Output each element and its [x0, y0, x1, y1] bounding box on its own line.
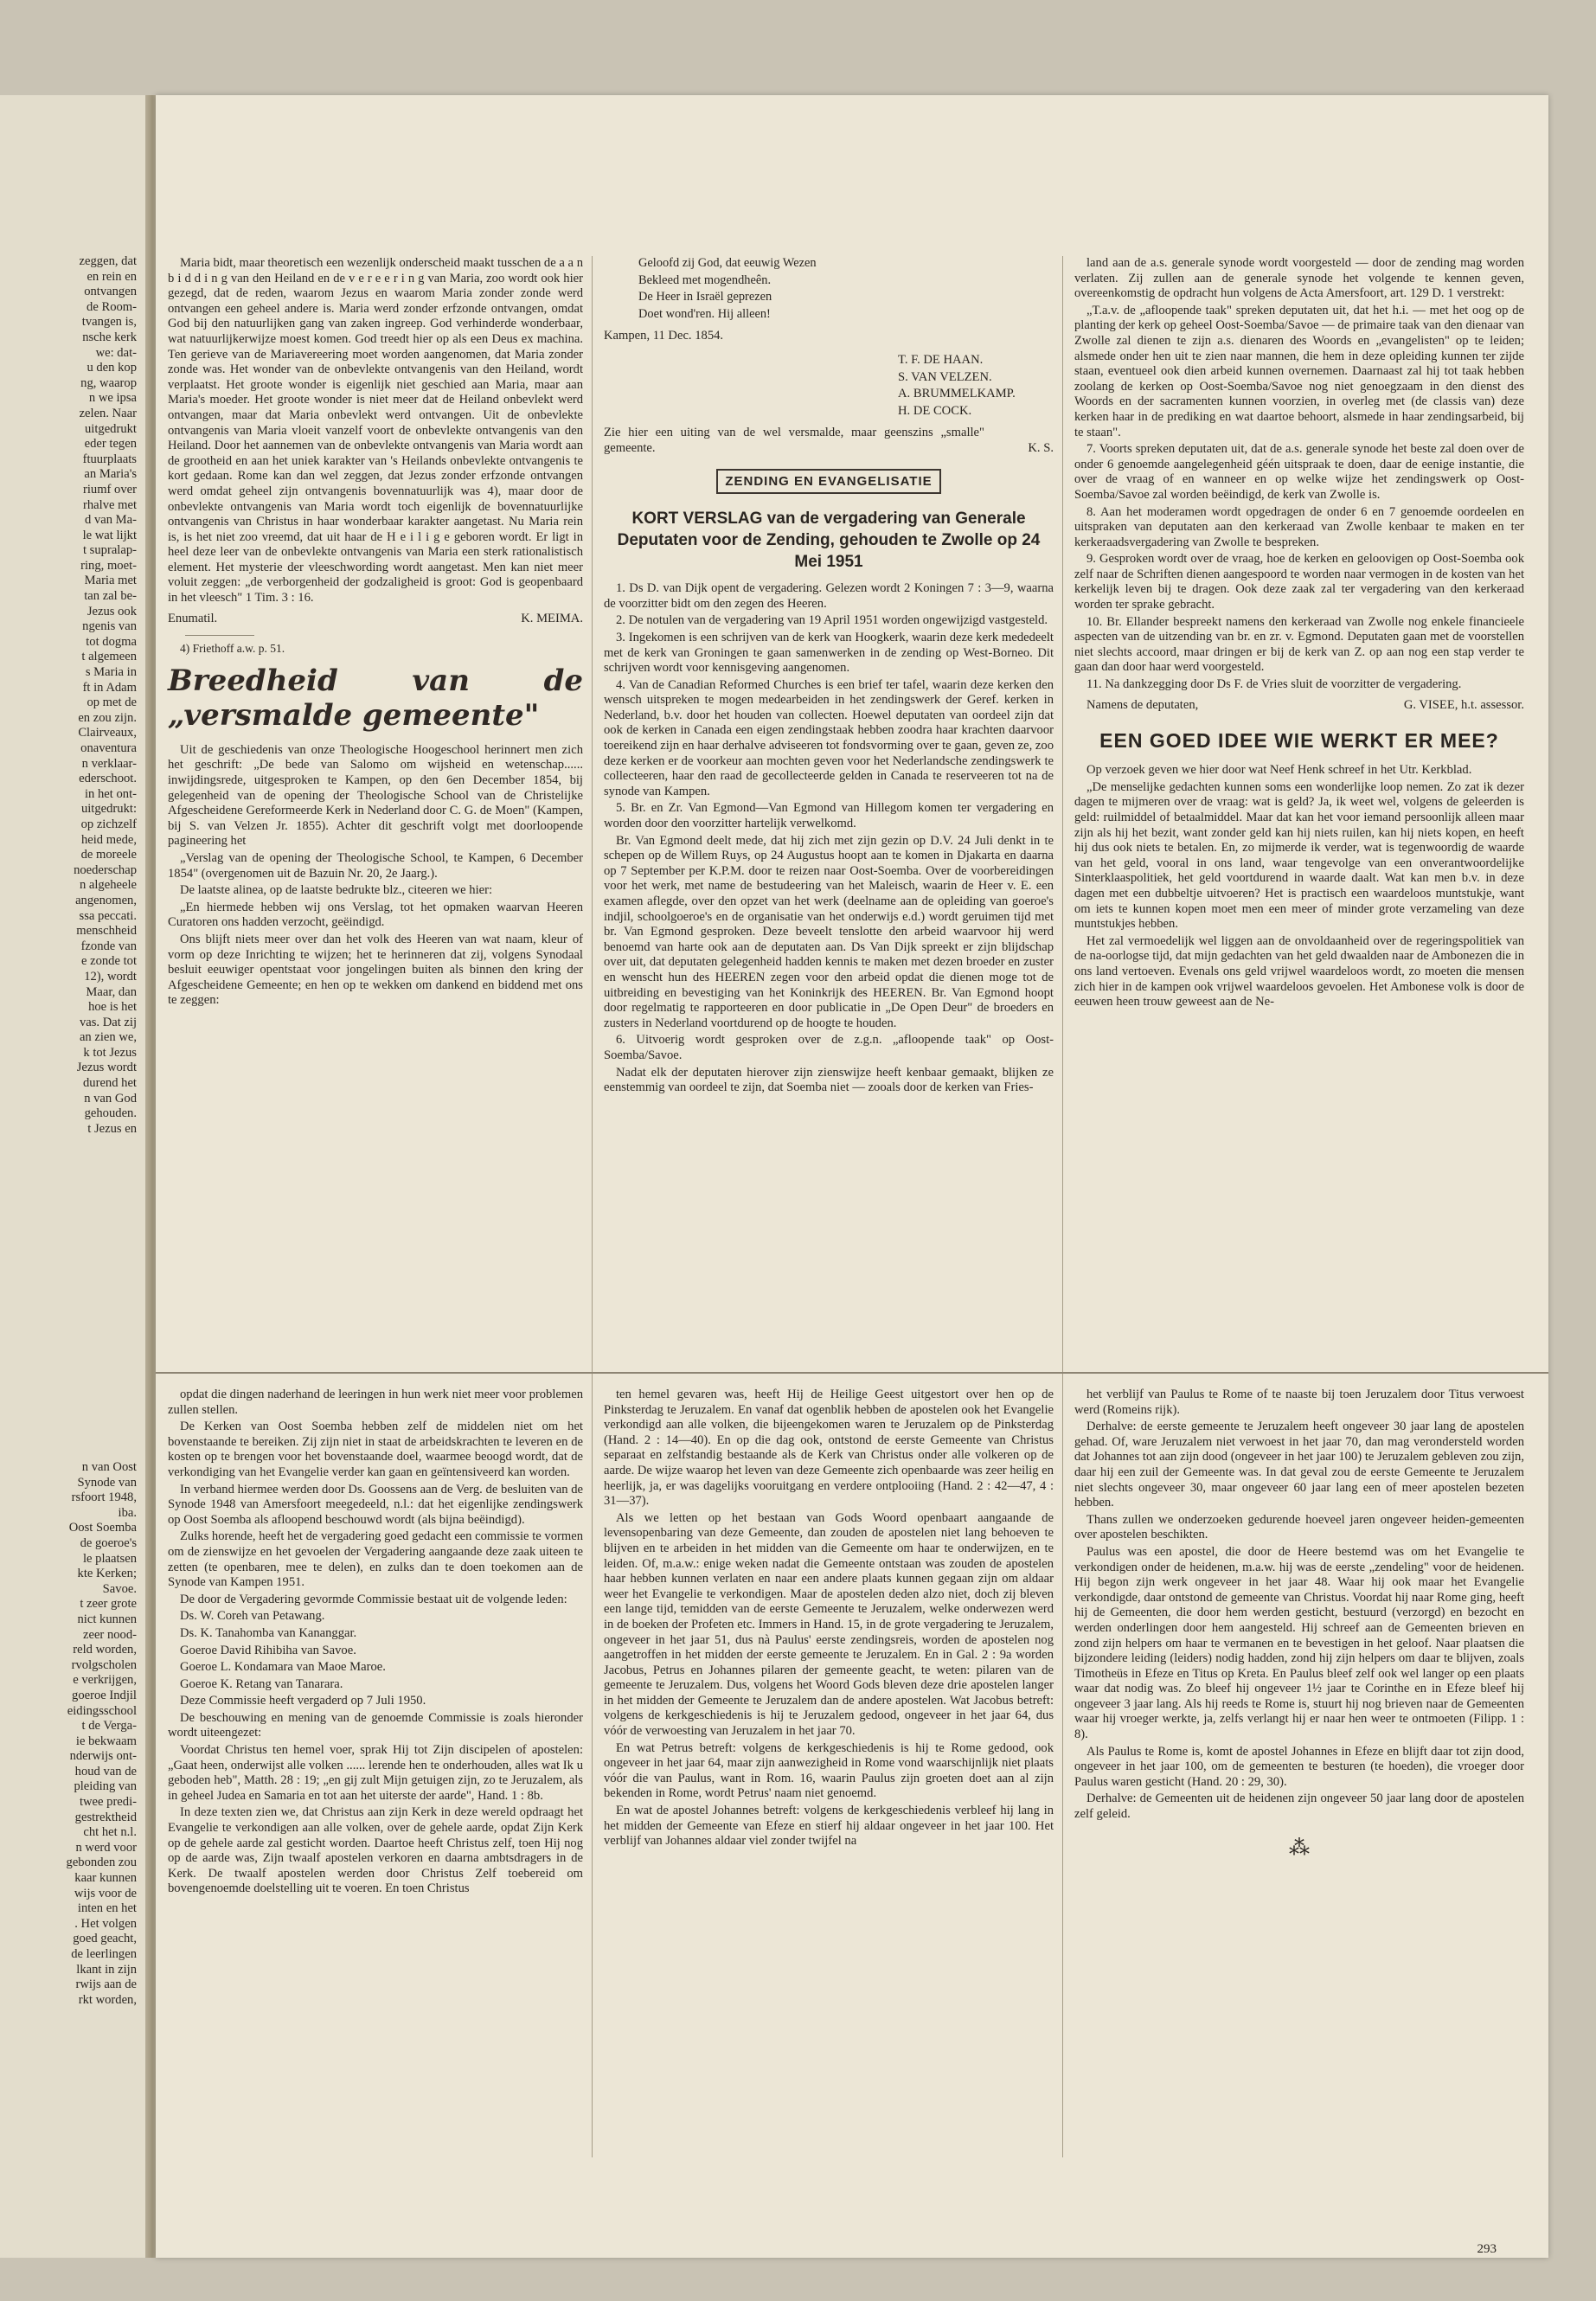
- fragment-line: goed geacht,: [73, 1932, 137, 1946]
- magazine-page: [156, 95, 1548, 2258]
- column-2-top: [604, 256, 1054, 1458]
- goed-idee-body: [1074, 763, 1524, 1010]
- editor-note-text: Zie hier een uiting van de wel versmalde, maar geenszins „smalle" gemeente.: [604, 426, 984, 455]
- fragment-line: 12), wordt: [84, 969, 137, 984]
- commissie-article-continued: [604, 1388, 1054, 1849]
- paragraph: Goeroe David Rihibiha van Savoe.: [180, 1643, 356, 1657]
- fragment-line: n algeheele: [79, 878, 137, 893]
- paragraph: Voordat Christus ten hemel voer, sprak Hij tot Zijn discipelen of apostelen: „Gaat heen, onderwijst alle volken ...... lerende hen te onderhouden, alles wat Ik u geboden heb", Matth. 28 : 19; „en gij zult Mijn getuigen zijn, zo te Jeruzalem, als in geheel Judea en Samaria en tot aan het uiterste der aarde", Hand. 1 : 8b.: [168, 1743, 583, 1803]
- fragment-line: gestrektheid: [74, 1810, 137, 1824]
- paragraph: De laatste alinea, op de laatste bedrukte blz., citeeren we hier:: [180, 883, 493, 898]
- paragraph: Br. Van Egmond deelt mede, dat hij zich met zijn gezin op D.V. 24 Juli denkt in te schepen op de Willem Ruys, op 24 Augustus hoopt aan te komen in Djakarta en daarna op 7 September per K.P.M. door te reizen naar Oost-Soemba. Over de voorbereidingen voor het werk, met name de bestudeering van het Maleisch, waarin de Heer v. E. een examen aflegde, over den opzet van het werk (deelname aan de opleiding van goeroe's indjil, schoolgoeroe's en de organisatie van het onderwijs e.d.) wordt geruimen tijd met br. Van Egmond gesproken. Deze beveelt tenslotte den arbeid waarvoor hij werd benoemd van harte ook aan de deputaten aan. Ds Van Dijk spreekt er zijn blijdschap over uit, dat deputaten gelegenheid hadden kennis te maken met dezen broeder en zuster en wenscht hun des HEEREN zegen voor den arbeid opdat die dienen moge tot de uitbreiding en bevestiging van het Koninkrijk des HEEREN. Br. Van Egmond hoopt door regelmatig te rapporteeren en door publicatie in „De Open Deur" de broeders en zusters in Nederland voortdurend op de hoogte te houden.: [604, 833, 1054, 1030]
- paragraph: Deze Commissie heeft vergaderd op 7 Juli 1950.: [180, 1694, 426, 1708]
- paragraph: Maria bidt, maar theoretisch een wezenlijk onderscheid maakt tusschen de a a n b i d d i n g van den Heiland en de v e r e e r i n g van Maria, zoo wordt ook hier gezegd, dat de reden, waarom Jezus en waarom Maria zonder zonde werd ontvangen een geheel andere is. Maria werd zonder erfzonde ontvangen, omdat God bij den natuurlijken gang van zaken ingreep. God verhinderde wonderbaar, wat natuurlijkerwijze moest komen. God treedt hier op als een Deus ex machina. Ten gerieve van de Mariavereering moet worden aangenomen, dat Maria zonder zonde was. Het wonder van de onbevlekte ontvangenis van den Heiland, wordt verplaatst. Het groote wonder is eigenlijk niet geschied aan Maria, maar aan Maria's moeder. Het groote wonder is niet meer dat de Heiland onbevlekt werd ontvangen, maar dat Maria onbevlekt werd ontvangen. Uit de onbevlekte ontvangenis van Maria vloeit vanzelf voort de onbevlekte ontvangenis van den Heiland. Door het aannemen van de onbevlekte ontvangenis van Maria wordt aan de grootheid en aan het uniek karakter van 's Heilands onbevlekte ontvangenis te kort gedaan. Rome kan dan wel zeggen, dat Jezus zonder erfzonde ontvangen werd omdat geheel zijn ontvangenis bovennatuurlijk was 4), maar door de onbevlekte ontvangenis van Maria wordt toch eigenlijk de bovennatuurlijke ontvangenis van Christus in haar wonderbaar karakter aangetast. Nu Maria rein is, is het niet zoo vreemd, dat uit haar de H e i l i g e geboren wordt. Er ligt in heel deze leer van de onbevlekte ontvangenis van Maria een sterk rationalistisch element. Het mysterie der vleeschwording wordt aangetast. Men kan niet meer voluit zeggen: „de verborgenheid der godzaligheid is groot: God is geopenbaard in het vleesch" 1 Tim. 3 : 16.: [168, 256, 583, 606]
- fragment-line: op zichzelf: [80, 817, 137, 831]
- paragraph: De Kerken van Oost Soemba hebben zelf de middelen niet om het bovenstaande te bereiken. Zij zijn niet in staat de arbeidskrachten te leveren en de kosten op te brengen voor het bovenstaande doel, waarmee beoogd wordt, dat de verkondiging van het Evangelie verder kan gaan en geïntensiveerd kan worden.: [168, 1420, 583, 1479]
- paragraph: 8. Aan het moderamen wordt opgedragen de onder 6 en 7 genoemde oordeelen en uitspraken van deputaten aan den kerkeraad van Zwolle kenbaar te maken en ter kerkeraadsvergadering van Zwolle te bespreken.: [1074, 504, 1524, 549]
- fragment-line: onaventura: [80, 741, 137, 755]
- paragraph: Nadat elk der deputaten hierover zijn zienswijze heeft kenbaar gemaakt, blijken ze eenstemmig van oordeel te zijn, dat Soemba niet — zooals door de kerken van Fries-: [604, 1065, 1054, 1095]
- column-1-top: [168, 256, 583, 1458]
- paragraph: Ons blijft niets meer over dan het volk des Heeren van wat naam, kleur of vorm op deze Inrichting te wijzen; het te herinneren dat zij, volgens Synodaal besluit eeuwiger opentstaat voor jongelingen buiten als binnen den kring der Afgescheidene Gemeente; en hen op te wekken om dankend en biddend met ons te zeggen:: [168, 932, 583, 1008]
- fragment-line: goeroe Indjil: [72, 1688, 137, 1702]
- fragment-line: le wat lijkt: [82, 528, 137, 542]
- fragment-line: ft in Adam: [82, 680, 137, 695]
- fragment-line: s Maria in: [85, 665, 137, 680]
- fragment-line: lkant in zijn: [76, 1962, 137, 1977]
- fragment-line: noederschap: [74, 862, 137, 877]
- signature-right: G. VISEE, h.t. assessor.: [1403, 697, 1524, 712]
- fragment-line: an Maria's: [84, 467, 137, 482]
- paragraph: En wat Petrus betreft: volgens de kerkgeschiedenis is hij te Rome gedood, ook ongeveer in het jaar 64, maar zijn aanwezigheid in Rome vond waarschijnlijk niet plaats vóór die van Paulus, want in Rom. 16, waarin Paulus zijn groeten doet aan al zijn bekenden in Rome, wordt Petrus' naam niet genoemd.: [604, 1740, 1054, 1801]
- column-1-bottom: [168, 1388, 583, 2157]
- fragment-line: tan zal be-: [84, 589, 137, 604]
- fragment-line: de leerlingen: [71, 1947, 137, 1961]
- fragment-line: zelen. Naar: [79, 406, 137, 420]
- fragment-line: t supralap-: [82, 543, 137, 558]
- fragment-line: ring, moet-: [80, 558, 137, 573]
- section-label-zending: ZENDING EN EVANGELISATIE: [716, 469, 941, 495]
- fragment-line: heid mede,: [80, 832, 137, 847]
- poem-line: Geloofd zij God, dat eeuwig Wezen: [638, 256, 817, 270]
- fragment-line: de goeroe's: [80, 1535, 137, 1550]
- fragment-line: en rein en: [87, 269, 137, 284]
- fragment-line: Synode van: [77, 1475, 137, 1490]
- meima-signature: [168, 612, 583, 627]
- fragment-line: iba.: [118, 1505, 137, 1520]
- paragraph: Uit de geschiedenis van onze Theologische Hoogeschool herinnert men zich het geschrift: „De bede van Salomo om wijsheid en wetenschap...... inwijdingsrede, uitgesproken te Kampen, op den 6en December 1854, bij gelegenheid van de opening der Theologische School van de Christelijke Afgescheidene Gereformeerde Kerk in Nederland door C. G. de Moen" (Kampen, bij S. van Velzen Jr. 1855). Achter dit geschrift volgt met doorloopende pagineering het: [168, 742, 583, 849]
- article-heading-breedheid: Breedheid van de „versmalde gemeente": [168, 663, 583, 733]
- fragment-line: cht het n.l.: [83, 1825, 137, 1840]
- signatory-name: S. VAN VELZEN.: [898, 369, 992, 384]
- fragment-line: twee predi-: [79, 1795, 137, 1810]
- fragment-line: ederschoot.: [79, 772, 137, 786]
- fragment-line: vas. Dat zij: [79, 1015, 137, 1029]
- paragraph: „De menselijke gedachten kunnen soms een wonderlijke loop nemen. Zo zat ik dezer dagen te mijmeren over de vraag: wat is geld? Ja, ik weet wel, volgens de geleerden is geld: ruilmiddel of betaalmiddel. Maar dat kan het voor iemand persoonlijk alleen maar zijn als hij het bezit, want zonder geld kan hij niets ruilen, kan hij niets kopen, en heeft hij dus ook niets te betalen. En, zo mijmerde ik verder, wat is tegenwoordig de waarde van het geld, vooral in ons land, waar tengevolge van een onverantwoordelijke Sinterklaaspolitiek, het geld voortdurend in waarde daalt. Wat kan men b.v. in deze dagen met een dubbeltje uitvoeren? Het is practisch een waardeloos muntstukje, want om iets te kunnen kopen moet men een meer of minder grote verzameling van deze muntstukjes hebben.: [1074, 779, 1524, 932]
- paragraph: Het zal vermoedelijk wel liggen aan de onvoldaanheid over de regeringspolitiek van de na-oorlogse tijd, dat mijn gedachten van het geld dwaalden naar de Ambonezen die in ons land vertoeven. Evenals ons geld vrijwel waardeloos wordt, zo moeten die mensen zich hier in de kampen ook vrijwel waardeloos gevoelen. Het Ambonese volk is door de eeuwen heen trouw geweest aan de Ne-: [1074, 933, 1524, 1009]
- fragment-line: nsche kerk: [82, 330, 137, 344]
- paragraph: opdat die dingen naderhand de leeringen in hun werk niet meer voor problemen zullen stellen.: [168, 1388, 583, 1417]
- paragraph: 9. Gesproken wordt over de vraag, hoe de kerken en geloovigen op Oost-Soemba ook zelf naar de Schriften dienen aangespoord te worden naar vermogen in de kosten van het kerkelijk leven bij te dragen. Ook deze zaak zal ter vergadering van den kerkeraad worden ter sprake gebracht.: [1074, 552, 1524, 612]
- footnote: 4) Friethoff a.w. p. 51.: [180, 642, 285, 656]
- signature-left: Namens de deputaten,: [1086, 697, 1199, 712]
- fragment-line: kaar kunnen: [74, 1871, 137, 1886]
- section-end-ornament: ⁂: [1289, 1836, 1310, 1860]
- fragment-line: an zien we,: [79, 1030, 137, 1045]
- previous-page-fragment-lower: [0, 1460, 137, 2066]
- fragment-line: nict kunnen: [77, 1612, 137, 1626]
- column-rule: [1062, 1388, 1063, 2157]
- signatory-name: A. BRUMMELKAMP.: [898, 387, 1016, 401]
- signatory-name: T. F. DE HAAN.: [898, 352, 984, 367]
- fragment-line: de moreele: [80, 848, 137, 862]
- paragraph: Goeroe L. Kondamara van Maoe Maroe.: [180, 1660, 386, 1675]
- fragment-line: wijs voor de: [74, 1886, 137, 1900]
- fragment-line: rsfoort 1948,: [71, 1490, 137, 1505]
- article-heading-goed-idee: EEN GOED IDEE WIE WERKT ER MEE?: [1099, 729, 1499, 753]
- paragraph: land aan de a.s. generale synode wordt voorgesteld — door de zending mag worden verlaten. Zij zullen aan de generale synode het volgende te kennen geven, overeenkomstig de opdracht hun volgens de Acta Amersfoort, art. 129 D. 1 verstrekt:: [1074, 256, 1524, 301]
- fragment-line: we: dat-: [95, 345, 137, 360]
- fragment-line: eder tegen: [84, 437, 137, 452]
- fragment-line: reld worden,: [73, 1643, 137, 1657]
- fragment-line: menschheid: [76, 924, 137, 939]
- fragment-line: eidingsschool: [67, 1703, 137, 1718]
- fragment-line: uitgedrukt: [85, 421, 137, 436]
- paragraph: 1. Ds D. van Dijk opent de vergadering. Gelezen wordt 2 Koningen 7 : 3—9, waarna de voorzitter bidt om den zegen des Heeren.: [604, 581, 1054, 611]
- commissie-article-body: [168, 1388, 583, 1897]
- paragraph: In verband hiermee werden door Ds. Goossens aan de Verg. de besluiten van de Synode 1948 van Amersfoort meegedeeld, n.l.: dat het eigenlijke zendingswerk op Oost Soemba als afloopend beschouwd wordt (als bijna beëindigd).: [168, 1482, 583, 1527]
- signature-name: K. MEIMA.: [521, 611, 583, 625]
- fragment-line: n van Oost: [81, 1460, 137, 1474]
- column-rule: [592, 1388, 593, 2157]
- poem-line: Bekleed met mogendheên.: [638, 272, 772, 287]
- kort-verslag-body: [604, 581, 1054, 1096]
- paragraph: 4. Van de Canadian Reformed Churches is een brief ter tafel, waarin deze kerken den wensch uitspreken te mogen medearbeiden in het zendingswerk der Geref. kerken in Nederland, b.v. door het houden van collecten. Hoewel deputaten van oordeel zijn dat ook de kerken in Canada een eigen zendingstaak hebben zoodra haar krachten daarvoor toereikend zijn en haar derhalve adviseeren tot fondsvorming over te gaan, geven ze, zoo deze kerken er de voorkeur aan mochten geven voor het Nederlandsche zendingswerk te collecteeren, haar den raad de gecollecteerde gelden in Canada te reserveeren tot na de synode van Kampen.: [604, 677, 1054, 798]
- previous-page-fragment-upper: [0, 254, 137, 1136]
- paragraph: 2. De notulen van de vergadering van 19 April 1951 worden ongewijzigd vastgesteld.: [616, 613, 1048, 628]
- signatories: [898, 353, 1054, 419]
- fragment-line: gebonden zou: [66, 1856, 137, 1870]
- fragment-line: zeggen, dat: [79, 254, 137, 268]
- fragment-line: t Jezus en: [87, 1121, 137, 1136]
- fragment-line: rvolgscholen: [71, 1657, 137, 1672]
- poem-line: Doet wond'ren. Hij alleen!: [638, 306, 771, 321]
- column-2-bottom: [604, 1388, 1054, 2157]
- paragraph: In deze texten zien we, dat Christus aan zijn Kerk in deze wereld opdraagt het Evangelie te verkondigen aan alle volken, over de gehele aarde, opdat Zijn Kerk op de gehele aarde zal gesticht worden. Daartoe heeft Christus zelf, toen Hij nog op de aarde was, Zijn twaalf apostelen verkoren en daarna ambtsdragers in de Kerk. De twaalf apostelen werden door Christus Zelf toebereid om bovengenoemde doelstelling uit te voeren. En toen Christus: [168, 1805, 583, 1896]
- fragment-line: ssa peccati.: [79, 908, 137, 923]
- paragraph: 7. Voorts spreken deputaten uit, dat de a.s. generale synode het beste zal doen over de onder 6 genoemde aangelegenheid géén uitspraak te doen, daar de eenige instantie, die over de vraag of en wanneer en op welke wijze het zendingswerk op Oost-Soemba/Savoe zal worden beëindigd, de kerk van Zwolle is.: [1074, 442, 1524, 502]
- kort-verslag-continued: [1074, 256, 1524, 693]
- commissie-article-end: [1074, 1388, 1524, 1823]
- paragraph: Als we letten op het bestaan van Gods Woord openbaart aangaande de levensopenbaring van deze Gemeente, dan zouden de apostelen niet lang behoeven te blijven en te arbeiden in het midden van die Gemeente om haar te onderwijzen, en te leiden. Of, m.a.w.: enige weken nadat die Gemeente ontstaan was zouden de apostelen haar hebben kunnen verlaten en naar een andere plaats kunnen gegaan zijn om aldaar weer het Evangelie te verkondigen. Maar de apostelen deden alzo niet, doch zij bleven een lange tijd, temidden van de eerste Gemeente te Jeruzalem, welke onderwezen werd in de boeken der Profeten etc. Immers in Hand. 15, in de grote vergadering te Jeruzalem, ongeveer in het jaar 51, dus nà Paulus' eerste zendingsreis, worden de apostelen nog aangetroffen in het midden der eerste gemeente te Jeruzalem. En in Gal. 2 : 9a worden Jacobus, Petrus en Johannes pilaren der gemeente geacht, te weten: pilaren van de gemeente te Jeruzalem. Dus, volgens het Woord Gods bleven deze drie apostelen langer in het midden der Gemeente te Jeruzalem dan de andere apostelen. Wat Jacobus betreft: volgens de kerkgeschiedenis is hij te Jeruzalem gedood, ongeveer in het jaar 64, dus vóór de verwoesting van Jeruzalem in het jaar 70.: [604, 1510, 1054, 1739]
- fragment-line: u den kop: [87, 361, 137, 375]
- paragraph: ten hemel gevaren was, heeft Hij de Heilige Geest uitgestort over hen op de Pinksterdag te Jeruzalem. En vanaf dat ogenblik hebben de apostelen ook het Evangelie verkondigd aan alle volken, die bijeengekomen waren te Jeruzalem op de Pinksterdag (Hand. 2 : 14—40). En op die dag ook, ontstond de eerste Gemeente van Christus separaat en zelfstandig bestaande als de Kerk van Christus onder alle volkeren op de aarde. De wijze waarop het leven van deze Gemeente zich openbaarde was zeer heilig en heerlijk, ja, er was dagelijks vooruitgang en verdere ontplooiing (Hand. 2 : 42—47, 4 : 31—37).: [604, 1388, 1054, 1509]
- editor-note: [604, 426, 1054, 456]
- fragment-line: t de Verga-: [81, 1719, 137, 1734]
- fragment-line: gehouden.: [84, 1106, 137, 1121]
- fragment-line: durend het: [82, 1076, 137, 1091]
- meima-article-body: [168, 256, 583, 606]
- fragment-line: ng, waarop: [80, 375, 137, 390]
- paragraph: Ds. W. Coreh van Petawang.: [180, 1609, 325, 1624]
- fragment-line: houd van de: [74, 1764, 137, 1779]
- deputies-signature: [1074, 698, 1524, 714]
- fragment-line: k tot Jezus: [83, 1045, 137, 1060]
- paragraph: De beschouwing en mening van de genoemde Commissie is zoals hieronder wordt uiteengezet:: [168, 1710, 583, 1740]
- paragraph: 11. Na dankzegging door Ds F. de Vries sluit de voorzitter de vergadering.: [1086, 677, 1462, 692]
- column-rule: [1062, 256, 1063, 1458]
- fragment-line: n van God: [84, 1091, 137, 1106]
- section-divider: [156, 1372, 1548, 1374]
- paragraph: „Verslag van de opening der Theologische School, te Kampen, 6 December 1854" (overgenomen uit de Bazuin Nr. 20, 2e Jaarg.).: [168, 851, 583, 881]
- paragraph: „En hiermede hebben wij ons Verslag, tot het opmaken waarvan Heeren Curatoren ons hadden verzocht, geëindigd.: [168, 900, 583, 930]
- hymn-quote: [638, 256, 1054, 322]
- fragment-line: angenomen,: [75, 893, 137, 907]
- paragraph: Derhalve: de eerste gemeente te Jeruzalem heeft ongeveer 30 jaar lang de apostelen gehad. Of, ware Jeruzalem niet verwoest in het jaar 70, dan mag verondersteld worden dat Johannes tot aan zijn dood (ongeveer in het jaar 100) te Jeruzalem gebleven zou zijn, daar hij een zuil der Gemeente was. In dat geval zou de eerste Gemeente te Jeruzalem niet slechts ongeveer 30, maar ongeveer 60 jaar lang een of meer apostelen bezeten hebben.: [1074, 1420, 1524, 1510]
- fragment-line: Maar, dan: [86, 984, 137, 999]
- paragraph: Thans zullen we onderzoeken gedurende hoeveel jaren ongeveer heiden-gemeenten over apostelen beschikten.: [1074, 1512, 1524, 1542]
- paragraph: En wat de apostel Johannes betreft: volgens de kerkgeschiedenis verbleef hij lang in het midden der Gemeente van Efeze en stierf hij aldaar ongeveer in het jaar 100. Het verblijf van Johannes aldaar viel zonder twijfel na: [604, 1804, 1054, 1849]
- paragraph: 5. Br. en Zr. Van Egmond—Van Egmond van Hillegom komen ter vergadering en worden door den voorzitter hartelijk verwelkomd.: [604, 801, 1054, 831]
- fragment-line: n we ipsa: [88, 391, 137, 406]
- fragment-line: d van Ma-: [85, 513, 137, 528]
- paragraph: 6. Uitvoerig wordt gesproken over de z.g.n. „afloopende taak" op Oost-Soemba/Savoe.: [604, 1033, 1054, 1062]
- paragraph: Derhalve: de Gemeenten uit de heidenen zijn ongeveer 50 jaar lang door de apostelen zelf geleid.: [1074, 1791, 1524, 1822]
- fragment-line: rkt worden,: [78, 1992, 137, 2007]
- paragraph: Goeroe K. Retang van Tanarara.: [180, 1676, 343, 1691]
- fragment-line: tvangen is,: [81, 315, 137, 330]
- fragment-line: uitgedrukt:: [80, 802, 137, 817]
- fragment-line: e zonde tot: [80, 954, 137, 969]
- fragment-line: rwijs aan de: [75, 1977, 137, 1992]
- fragment-line: Jezus wordt: [76, 1061, 137, 1075]
- page-number: 293: [1477, 2242, 1497, 2256]
- paragraph: Op verzoek geven we hier door wat Neef Henk schreef in het Utr. Kerkblad.: [1086, 763, 1472, 778]
- article-heading-kort-verslag: KORT VERSLAG van de vergadering van Generale Deputaten voor de Zending, gehouden te Zwolle op 24 Mei 1951: [617, 510, 1041, 572]
- fragment-line: ie bekwaam: [75, 1734, 137, 1748]
- fragment-line: . Het volgen: [74, 1916, 137, 1931]
- column-3-top: [1074, 256, 1524, 1458]
- signature-place: Enumatil.: [168, 611, 218, 625]
- fragment-line: n werd voor: [75, 1840, 137, 1855]
- fragment-line: Oost Soemba: [68, 1521, 137, 1535]
- paragraph: 3. Ingekomen is een schrijven van de kerk van Hoogkerk, waarin deze kerk mededeelt met de kerk van Groningen te gaan samenwerken in de zending op West-Borneo. Dit schrijven wordt voor kennisgeving aangenomen.: [604, 630, 1054, 676]
- fragment-line: op met de: [87, 695, 137, 710]
- fragment-line: riumf over: [82, 482, 137, 497]
- paragraph: 10. Br. Ellander bespreekt namens den kerkeraad van Zwolle nog enkele financieele aspecten van de uitzending van br. en zr. v. Egmond. Deputaten gaan met de voorstellen niet slechts accoord, maar dringen er bij de kerk van Z. op aan nog een stap verder te gaan dan door haar werd voorgesteld.: [1074, 614, 1524, 675]
- fragment-line: fzonde van: [80, 939, 137, 953]
- paragraph: Paulus was een apostel, die door de Heere bestemd was om het Evangelie te verkondigen onder de heidenen, m.a.w. hij was de eerste „zendeling" voor de heidenen. Hij begon zijn werk ongeveer in het jaar 48. Waar hij ook maar het Evangelie verkondigde, daar ontstond de gemeente van Christus. Voordat hij naar Rome ging, heeft hij de Gemeenten, die door hem werden gesticht, bestuurd (verzorgd) en bezocht en werden onderlingen door hem aangesteld. Hij schreef aan de Gemeenten brieven en zond zijn helpers om haar te vermanen en te bevestigen in het geloof. Naar plaatsen die bijzondere leiding (leiders) nodig hadden, zond hij zijn helpers om daar te blijven, zoals Timotheüs in Efeze en Titus op Kreta. En Paulus bleef zelf ook wel langer op een plaats waar dat nodig was. Zo bleef hij ongeveer 1½ jaar te Corinthe en in Efeze bleef hij ongeveer 3 jaar lang. Als hij reeds te Rome is, stuurt hij nog brieven naar de Gemeenten waar hij vroeger werkte, ja, zelfs verlangt hij er naar hen weer te ontmoeten (Filipp. 1 : 8).: [1074, 1544, 1524, 1742]
- fragment-line: ontvangen: [84, 285, 137, 299]
- fragment-line: Savoe.: [102, 1581, 137, 1596]
- fragment-line: e verkrijgen,: [73, 1673, 137, 1688]
- fragment-line: zeer nood-: [83, 1627, 137, 1642]
- fragment-line: Clairveaux,: [78, 726, 137, 740]
- fragment-line: hoe is het: [88, 1000, 137, 1015]
- letter-date: Kampen, 11 Dec. 1854.: [604, 329, 724, 343]
- fragment-line: t algemeen: [81, 650, 137, 664]
- fragment-line: n verklaar-: [81, 756, 137, 771]
- fragment-line: tot dogma: [86, 634, 137, 649]
- paragraph: Als Paulus te Rome is, komt de apostel Johannes in Efeze en blijft daar tot zijn dood, ongeveer in het jaar 100, om de gemeenten te besturen (te hoeden), die vroeger door Paulus waren gesticht (Hand. 20 : 29, 30).: [1074, 1744, 1524, 1789]
- column-3-bottom: [1074, 1388, 1524, 2166]
- paragraph: Zulks horende, heeft het de vergadering goed gedacht een commissie te vormen om de zienswijze en het gevoelen der Vergadering aangaande deze zaak uiteen te zetten (te openbaren, mee te delen), en zulks dan te doen toekomen aan de Synode van Kampen 1951.: [168, 1529, 583, 1590]
- fragment-line: Maria met: [84, 574, 137, 588]
- fragment-line: en zou zijn.: [78, 710, 137, 725]
- fragment-line: t zeer grote: [80, 1597, 137, 1612]
- fragment-line: le plaatsen: [83, 1551, 137, 1566]
- fragment-line: pleiding van: [74, 1779, 137, 1794]
- fragment-line: ngenis van: [82, 619, 137, 634]
- editor-note-signature: K. S.: [1028, 440, 1054, 455]
- poem-line: De Heer in Israël geprezen: [638, 290, 772, 304]
- fragment-line: Jezus ook: [87, 604, 137, 619]
- fragment-line: in het ont-: [85, 786, 137, 801]
- fragment-line: inten en het: [77, 1901, 137, 1916]
- paragraph: het verblijf van Paulus te Rome of te naaste bij toen Jeruzalem door Titus verwoest werd (Romeins rijk).: [1074, 1388, 1524, 1417]
- fragment-line: kte Kerken;: [77, 1567, 137, 1581]
- previous-page-edge: [0, 95, 149, 2258]
- fragment-line: de Room-: [87, 299, 137, 314]
- paragraph: Ds. K. Tanahomba van Kananggar.: [180, 1625, 357, 1640]
- fragment-line: rhalve met: [83, 497, 137, 512]
- breedheid-article-body: [168, 743, 583, 1009]
- column-rule: [592, 256, 593, 1458]
- fragment-line: ftuurplaats: [82, 452, 137, 466]
- signatory-name: H. DE COCK.: [898, 403, 972, 418]
- fragment-line: nderwijs ont-: [69, 1749, 137, 1764]
- paragraph: „T.a.v. de „afloopende taak" spreken deputaten uit, dat het h.i. — met het oog op de planting der kerk op geheel Oost-Soemba/Savoe — de primaire taak van den dienaar van Zwolle zal dienen te zijn a.s. dienaren des Woords en „evangelisten" op te leiden; alsmede onder hen uit te zien naar mannen, die hem in deze opleiding kunnen ter zijde staan, eventueel ook dien arbeid kunnen overnemen. Daarnaast zal hij tot taak hebben zoolang de kerken op Oost-Soemba/Savoe nog niet genoegzaam in den dienst des Woords en der sacramenten kunnen voorzien, in overleg met (de classis van) deze kerken haar in de prediking en wat daartoe behoort, alsmede in haar zendingsarbeid, bij te staan".: [1074, 303, 1524, 439]
- paragraph: De door de Vergadering gevormde Commissie bestaat uit de volgende leden:: [180, 1592, 567, 1606]
